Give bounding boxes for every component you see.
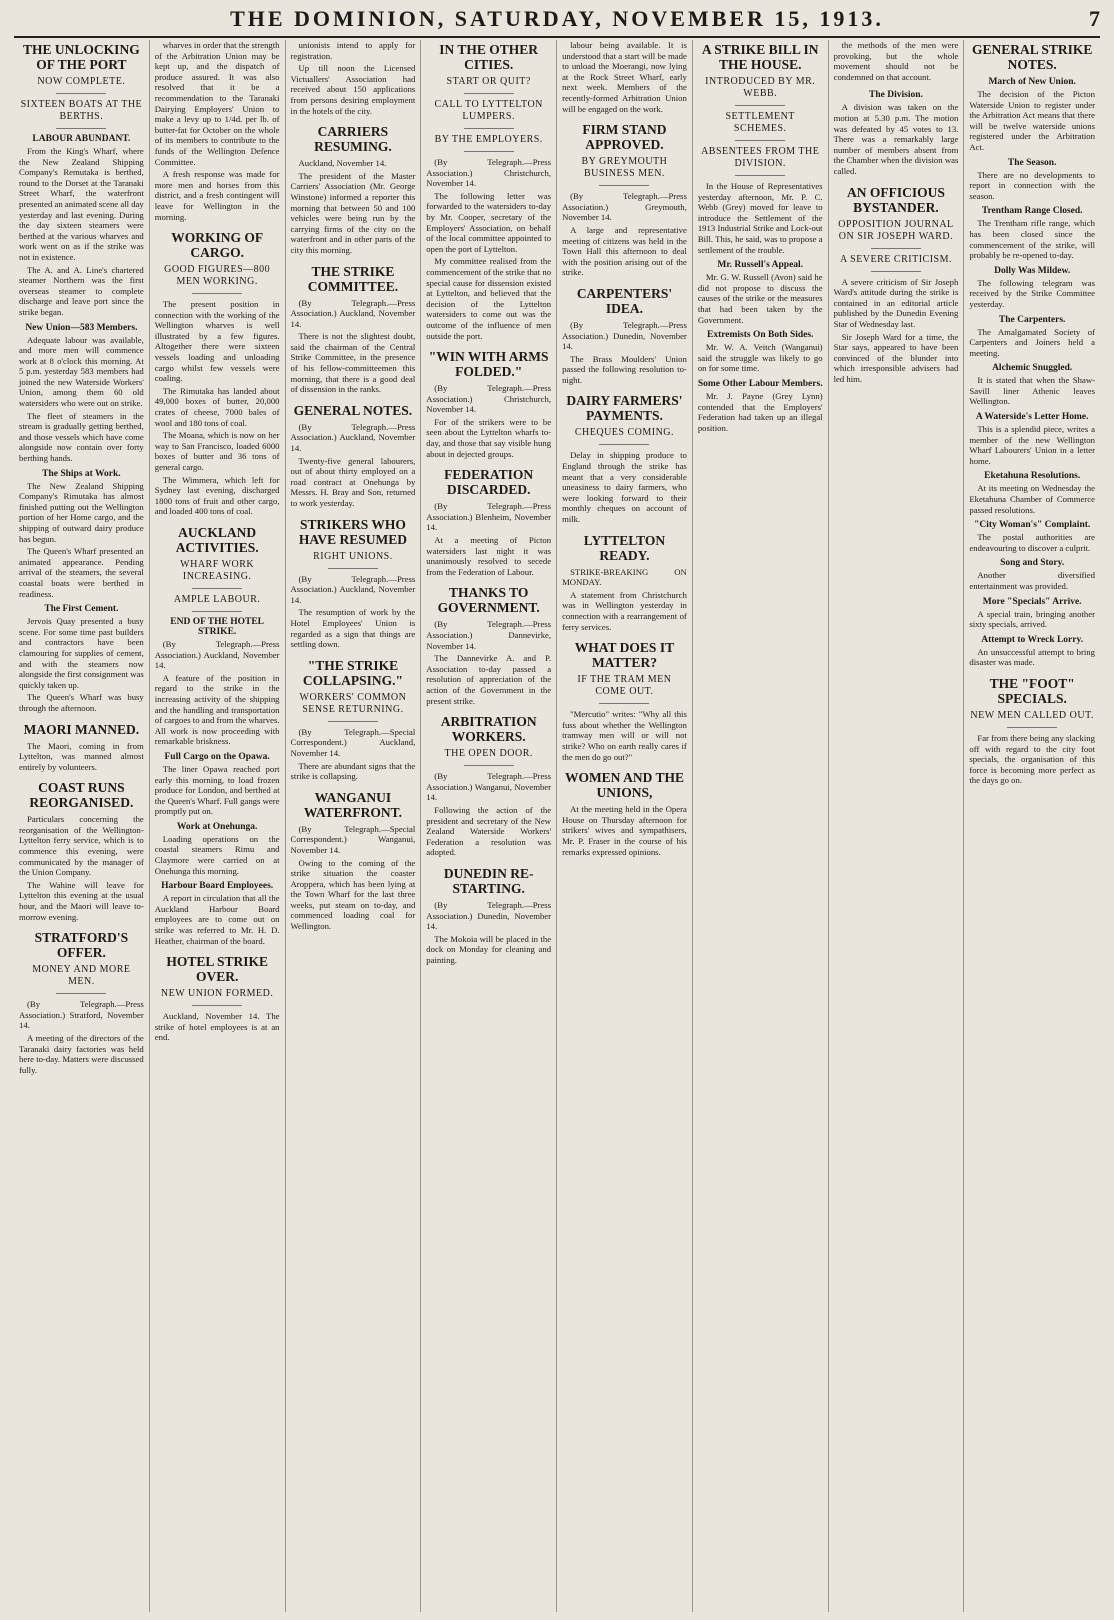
- article-subhead: OPPOSITION JOURNAL ON SIR JOSEPH WARD.: [838, 218, 954, 242]
- article: [291, 790, 416, 932]
- body-paragraph: (By Telegraph.—Press Association.) Christchurch, November 14.: [426, 383, 552, 415]
- body-paragraph: The Wimmera, which left for Sydney last evening, discharged 1800 tons of fruit and other cargo, and loaded 400 tons of coal.: [154, 474, 280, 517]
- article-headline: DUNEDIN RE-STARTING.: [443, 865, 534, 896]
- body-paragraph: (By Telegraph.—Press Association.) Greymouth, November 14.: [562, 191, 687, 223]
- body-paragraph: Auckland, November 14.: [298, 158, 387, 169]
- body-paragraph: Loading operations on the coastal steamers Rimu and Claymore were carried on at Onehunga this morning.: [154, 833, 280, 876]
- body-paragraph: (By Telegraph.—Special Correspondent.) Wanganui, November 14.: [290, 823, 416, 855]
- article-subhead: IF THE TRAM MEN COME OUT.: [577, 674, 672, 698]
- body-paragraph: Sir Joseph Ward for a time, the Star says, appeared to have been convinced of the blunder into which irresponsible advisers had led him.: [833, 331, 959, 384]
- section-subheading: "City Woman's" Complaint.: [974, 520, 1091, 531]
- body-paragraph: The decision of the Picton Waterside Union to register under the Arbitration Act means that there will be twelve waterside unions registered under the Arbitration Act.: [969, 89, 1095, 152]
- section-subheading: Alchemic Snuggled.: [992, 363, 1073, 374]
- article-headline: THANKS TO GOVERNMENT.: [437, 585, 540, 616]
- masthead-title: THE DOMINION, SATURDAY, NOVEMBER 15, 1913.: [230, 6, 884, 31]
- body-paragraph: Jervois Quay presented a busy scene. For some time past builders and contractors have been clamouring for supplies of cement, and with the steamers now alongside the first consignment was quickly taken up.: [19, 616, 144, 690]
- body-paragraph: "Mercutio" writes: "Why all this fuss about whether the Wellington tramway men will or will not strike? Who on earth really cares if the men do go out?": [562, 709, 687, 762]
- column-8: [964, 40, 1100, 1612]
- body-paragraph: A report in circulation that all the Auckland Harbour Board employees are to come out on strike was referred to Mr. H. D. Heather, chairman of the board.: [154, 893, 280, 946]
- article-headline: GENERAL NOTES.: [293, 402, 413, 418]
- body-paragraph: Mr. W. A. Veitch (Wanganui) said the struggle was likely to go on for some time.: [697, 342, 823, 374]
- columns-container: [14, 40, 1100, 1612]
- column-7: [829, 40, 965, 1612]
- body-paragraph: Auckland, November 14. The strike of hotel employees is at an end.: [154, 1011, 280, 1043]
- article-headline: COAST RUNS REORGANISED.: [29, 780, 134, 811]
- article-headline: FIRM STAND APPROVED.: [582, 122, 667, 153]
- divider-rule: [56, 993, 106, 994]
- section-subheading: More "Specials" Arrive.: [982, 596, 1082, 607]
- article-headline: CARRIERS RESUMING.: [314, 124, 392, 155]
- article: [155, 954, 280, 1043]
- body-paragraph: The liner Opawa reached port early this morning, to load frozen produce for London, and berthed at the Queen's Wharf. Full gangs were promptly put on.: [154, 763, 280, 817]
- article-headline: WANGANUI WATERFRONT.: [303, 789, 402, 820]
- body-paragraph: There are no developments to report in connection with the season.: [969, 169, 1095, 201]
- article: [562, 286, 687, 386]
- divider-rule: [192, 1005, 242, 1006]
- section-subheading: LABOUR ABUNDANT.: [32, 134, 131, 144]
- masthead: [14, 4, 1100, 38]
- article: [969, 676, 1095, 786]
- body-paragraph: A severe criticism of Sir Joseph Ward's attitude during the strike is contained in an editorial article published by the Dunedin Evening Star of Wednesday last.: [833, 276, 959, 329]
- article-headline: A STRIKE BILL IN THE HOUSE.: [701, 42, 819, 72]
- section-subheading: The Ships at Work.: [42, 468, 121, 479]
- body-paragraph: The Queen's Wharf was busy through the afternoon.: [19, 692, 144, 713]
- body-paragraph: Particulars concerning the reorganisation of the Wellington-Lyttelton ferry service, which is to commence this evening, were communicated by the manager of the Union Company.: [19, 814, 144, 878]
- article-headline: ARBITRATION WORKERS.: [440, 714, 537, 745]
- divider-rule: [871, 248, 921, 249]
- article: [291, 264, 416, 395]
- body-paragraph: Twenty-five general labourers, out of about thirty employed on a road contract at Onehunga by Messrs. H. Bray and Son, returned to work yesterday.: [290, 455, 416, 508]
- article: [19, 42, 144, 714]
- body-paragraph: A large and representative meeting of citizens was held in the Town Hall this afternoon to deal with the position arising out of the strike.: [562, 224, 687, 278]
- article-subhead: BY GREYMOUTH BUSINESS MEN.: [581, 156, 668, 180]
- article-headline: STRATFORD'S OFFER.: [34, 930, 129, 961]
- body-paragraph: The president of the Master Carriers' Association (Mr. George Winstone) informed a reporter this morning that between 50 and 100 vehicles were being run by the carrying firms of the city on the waterfront and in other parts of the city this morning.: [290, 170, 416, 255]
- body-paragraph: wharves in order that the strength of the Arbitration Union may be kept up, and the dispatch of produce assured. It was also resolved that it be a recommendation to the Taranaki Dairying Employers' Union to make a levy up to 1/4d. per lb. of butter-fat for October on the whole of its members to contribute to the funds of the Wellington Defence Committee.: [154, 40, 280, 167]
- divider-rule: [464, 765, 514, 766]
- section-subheading: Dolly Was Mildew.: [994, 265, 1071, 276]
- body-paragraph: (By Telegraph.—Press Association.) Auckland, November 14.: [154, 638, 280, 671]
- article-subhead: ABSENTEES FROM THE DIVISION.: [701, 146, 820, 169]
- body-paragraph: At the meeting held in the Opera House on Thursday afternoon for strikers' wives and sympathisers, Mr. P. Fraser in the course of his remarks expressed opinions.: [562, 804, 687, 857]
- body-paragraph: The Wahine will leave for Lyttelton this evening at the usual hour, and the Maori will leave to-morrow evening.: [19, 879, 144, 922]
- section-subheading: END OF THE HOTEL STRIKE.: [170, 616, 264, 637]
- article: [834, 40, 959, 82]
- section-subheading: New Union—583 Members.: [25, 322, 138, 333]
- article-headline: THE UNLOCKING OF THE PORT: [23, 42, 140, 72]
- body-paragraph: Mr. J. Payne (Grey Lynn) contended that the Employers' Federation had taken up an illegal position.: [697, 390, 823, 433]
- body-paragraph: A special train, bringing another sixty specials, arrived.: [969, 608, 1095, 630]
- divider-rule: [56, 128, 106, 129]
- divider-rule: [599, 444, 649, 445]
- article-subhead: NOW COMPLETE.: [37, 76, 126, 87]
- article: [834, 185, 959, 385]
- article-subhead: A SEVERE CRITICISM.: [839, 253, 952, 265]
- divider-rule: [328, 721, 378, 722]
- section-subheading: The Carpenters.: [998, 314, 1066, 325]
- body-paragraph: Up till noon the Licensed Victuallers' Association had received about 150 applications from persons desiring employment in the hotels of the city.: [290, 63, 416, 116]
- divider-rule: [192, 611, 242, 612]
- column-1: [14, 40, 150, 1612]
- article: [19, 930, 144, 1075]
- section-subheading: A Waterside's Letter Home.: [975, 412, 1089, 423]
- article-headline: FEDERATION DISCARDED.: [444, 467, 534, 498]
- divider-rule: [599, 703, 649, 704]
- article: [291, 658, 416, 782]
- body-paragraph: Mr. G. W. Russell (Avon) said he did not propose to discuss the causes of the strike or the measures that had been taken by the Government.: [697, 272, 823, 325]
- divider-rule: [328, 568, 378, 569]
- body-paragraph: (By Telegraph.—Press Association.) Wanganui, November 14.: [426, 771, 552, 803]
- article: [291, 403, 416, 509]
- divider-rule: [464, 93, 514, 94]
- page-number: 7: [1089, 6, 1100, 31]
- body-paragraph: Far from there being any slacking off with regard to the city foot specials, the organisation of this force is becoming more perfect as the days go on.: [969, 732, 1095, 786]
- article-subhead: THE OPEN DOOR.: [444, 748, 533, 760]
- divider-rule: [871, 271, 921, 272]
- body-paragraph: (By Telegraph.—Press Association.) Stratford, November 14.: [19, 999, 144, 1031]
- section-subheading: Eketahuna Resolutions.: [984, 471, 1081, 482]
- body-paragraph: The A. and A. Line's chartered steamer Northern was the first overseas steamer to complete discharge and leave port since the strike began.: [19, 264, 144, 317]
- article-headline: AUCKLAND ACTIVITIES.: [175, 524, 259, 555]
- section-subheading: Full Cargo on the Opawa.: [164, 751, 270, 762]
- article-headline: DAIRY FARMERS' PAYMENTS.: [566, 393, 683, 424]
- article-subhead: WHARF WORK INCREASING.: [180, 558, 255, 582]
- divider-rule: [735, 140, 785, 141]
- article: [562, 770, 687, 857]
- body-paragraph: From the King's Wharf, where the New Zealand Shipping Company's Remutaka is berthed, round to the Dorset at the Taranaki Street Wharf, the waterfront presented an animated scene all day yesterday and last evening. During the day sixteen steamers were berthed at the various wharves and work went on as if the strike was not in existence.: [19, 146, 144, 262]
- article-headline: WOMEN AND THE UNIONS,: [564, 770, 684, 801]
- body-paragraph: There are abundant signs that the strike is collapsing.: [290, 760, 416, 782]
- body-paragraph: An unsuccessful attempt to bring disaster was made.: [969, 646, 1095, 668]
- article-headline: CARPENTERS' IDEA.: [576, 285, 673, 316]
- article: [426, 349, 551, 459]
- article-headline: "WIN WITH ARMS FOLDED.": [428, 349, 549, 380]
- body-paragraph: The Brass Moulders' Union passed the following resolution to-night.: [562, 353, 687, 385]
- body-paragraph: A feature of the position in regard to the strike in the increasing activity of the shipping and the handling and transportation of cargoes to and from the wharves. All work is now proceeding with remarkable briskness.: [154, 672, 280, 747]
- body-paragraph: The Queen's Wharf presented an animated appearance. Pending arrival of the steamers, the several coastal boats were berthed in readiness.: [19, 546, 144, 599]
- article: [426, 866, 551, 966]
- body-paragraph: (By Telegraph.—Press Association.) Dunedin, November 14.: [562, 319, 687, 352]
- article-subhead: CALL TO LYTTELTON LUMPERS.: [434, 99, 543, 122]
- body-paragraph: The resumption of work by the Hotel Employees' Union is regarded as a sign that things are settling down.: [290, 607, 416, 650]
- section-subheading: Attempt to Wreck Lorry.: [981, 634, 1084, 645]
- divider-rule: [464, 128, 514, 129]
- article-subhead: MONEY AND MORE MEN.: [32, 964, 131, 988]
- body-paragraph: At a meeting of Picton watersiders last night it was unanimously resolved to secede from the Federation of Labour.: [426, 535, 552, 577]
- article: [562, 393, 687, 524]
- body-paragraph: Delay in shipping produce to England through the strike has meant that a very considerable uneasiness to dairy farmers, who were looking forward to their monthly cheques on account of milk.: [562, 450, 687, 525]
- body-paragraph: A meeting of the directors of the Taranaki dairy factories was held here to-day. Matters were discussed fully.: [19, 1033, 144, 1075]
- divider-rule: [1007, 727, 1057, 728]
- body-paragraph: A statement from Christchurch was in Wellington yesterday in connection with a rearrangement of ferry services.: [562, 589, 687, 632]
- column-3: [286, 40, 422, 1612]
- body-paragraph: The fleet of steamers in the stream is gradually getting berthed, and those vessels which have come alongside now contain over forty berthing hands.: [19, 410, 144, 464]
- article: [426, 467, 551, 577]
- body-paragraph: (By Telegraph.—Press Association.) Christchurch, November 14.: [426, 157, 552, 189]
- body-paragraph: labour being available. It is understood that a start will be made to unload the Moerangi, now lying at the Rock Street Wharf, early next week. Members of the recently-formed Arbitration Union will be engaged on the work.: [562, 40, 687, 114]
- article-headline: STRIKERS WHO HAVE RESUMED: [298, 516, 407, 547]
- article-subhead: BY THE EMPLOYERS.: [434, 134, 543, 145]
- article: [291, 40, 416, 116]
- article-headline: THE STRIKE COMMITTEE.: [307, 263, 399, 294]
- body-paragraph: The Maori, coming in from Lyttelton, was manned almost entirely by volunteers.: [19, 740, 144, 772]
- divider-rule: [735, 175, 785, 176]
- article: [562, 122, 687, 278]
- body-paragraph: There is not the slightest doubt, said the chairman of the Central Strike Committee, in the presence of his fellow-committeemen this morning, that there is a good deal of dissension in the ranks.: [290, 331, 416, 395]
- body-paragraph: The Amalgamated Society of Carpenters and Joiners held a meeting.: [969, 326, 1095, 358]
- body-paragraph: STRIKE-BREAKING ON MONDAY.: [562, 566, 687, 588]
- body-paragraph: The following telegram was received by the Strike Committee yesterday.: [969, 277, 1095, 309]
- body-paragraph: Adequate labour was available, and more men will commence work at 8 o'clock this morning. At 5 p.m. yesterday 583 members had joined the new Waterside Workers' Union, among them 60 old watersiders who were out on strike.: [19, 334, 144, 409]
- body-paragraph: A division was taken on the motion at 5.30 p.m. The motion was defeated by 45 votes to 13. There was a remarkably large number of members absent from the Chamber when the division was called.: [833, 102, 959, 176]
- body-paragraph: The Moana, which is now on her way to San Francisco, loaded 6000 boxes of butter and 36 tons of general cargo.: [154, 430, 280, 472]
- section-subheading: Some Other Labour Members.: [697, 378, 823, 389]
- article-subhead: SIXTEEN BOATS AT THE BERTHS.: [20, 99, 143, 122]
- article-subhead: GOOD FIGURES—800 MEN WORKING.: [164, 264, 271, 288]
- body-paragraph: (By Telegraph.—Press Association.) Auckland, November 14.: [290, 297, 416, 329]
- article-headline: WORKING OF CARGO.: [171, 230, 264, 261]
- body-paragraph: The Dannevirke A. and P. Association to-day passed a resolution of appreciation of the action of the Government in the present strike.: [426, 653, 552, 706]
- article-subhead: AMPLE LABOUR.: [173, 593, 261, 605]
- body-paragraph: (By Telegraph.—Press Association.) Dannevirke, November 14.: [426, 619, 552, 651]
- article: [426, 585, 551, 706]
- article: [155, 40, 280, 222]
- column-6: [693, 40, 829, 1612]
- section-subheading: Song and Story.: [1000, 558, 1065, 569]
- article: [698, 42, 823, 433]
- body-paragraph: The New Zealand Shipping Company's Rimutaka has almost finished putting out the Wellington portion of her Home cargo, and the shipping of outward dairy produce has begun.: [19, 480, 144, 544]
- article-subhead: WORKERS' COMMON SENSE RETURNING.: [299, 691, 407, 715]
- body-paragraph: unionists intend to apply for registration.: [290, 40, 416, 61]
- body-paragraph: My committee realised from the commencement of the strike that no special cause for dissension existed at Lyttelton, and believed that the decision of the Lyttelton watersiders to come out was the outcome of the influence of men outside the port.: [426, 256, 552, 341]
- body-paragraph: (By Telegraph.—Special Correspondent.) Auckland, November 14.: [290, 726, 416, 758]
- divider-rule: [192, 293, 242, 294]
- article: [291, 124, 416, 255]
- section-subheading: March of New Union.: [988, 77, 1076, 87]
- article-headline: AN OFFICIOUS BYSTANDER.: [847, 184, 945, 215]
- article: [969, 42, 1095, 668]
- article: [562, 40, 687, 114]
- body-paragraph: The Rimutaka has landed about 49,000 boxes of butter, 20,000 crates of cheese, 7000 bales of wool and 180 tons of coal.: [154, 385, 280, 428]
- section-subheading: Trentham Range Closed.: [981, 206, 1083, 217]
- body-paragraph: (By Telegraph.—Press Association.) Blenheim, November 14.: [426, 501, 552, 533]
- body-paragraph: A fresh response was made for more men and horses from this district, and a fresh contingent will leave for Wellington in the morning.: [154, 169, 280, 222]
- article: [19, 780, 144, 922]
- article-headline: LYTTELTON READY.: [583, 532, 666, 563]
- section-subheading: Work at Onehunga.: [176, 821, 258, 832]
- article: [426, 42, 551, 341]
- divider-rule: [464, 151, 514, 152]
- article-headline: THE "FOOT" SPECIALS.: [989, 675, 1075, 706]
- article-subhead: RIGHT UNIONS.: [313, 550, 393, 562]
- article-headline: WHAT DOES IT MATTER?: [574, 640, 675, 671]
- article-subhead: START OR QUIT?: [446, 76, 531, 87]
- article-subhead: INTRODUCED BY MR. WEBB.: [705, 76, 816, 99]
- body-paragraph: Owing to the coming of the strike situation the coaster Aroppera, which has been lying at the Town Wharf for the last three weeks, put steam on to-day, and commenced loading coal for Wellington.: [290, 857, 416, 932]
- section-subheading: Mr. Russell's Appeal.: [717, 260, 804, 271]
- article: [562, 533, 687, 633]
- section-subheading: The Division.: [869, 90, 923, 101]
- body-paragraph: Following the action of the president and secretary of the New Zealand Waterside Workers' Federation a resolution was adopted.: [426, 804, 552, 858]
- body-paragraph: For of the strikers were to be seen about the Lyttelton wharfs to-day, and those that say visible hung about in dejected groups.: [426, 416, 552, 459]
- body-paragraph: The Mokoia will be placed in the dock on Monday for cleaning and painting.: [426, 933, 552, 965]
- body-paragraph: The present position in connection with the working of the Wellington wharves is well illustrated by a few figures. Altogether there were sixteen vessels loading and unloading cargo whilst few vessels were coaling.: [154, 299, 280, 384]
- body-paragraph: (By Telegraph.—Press Association.) Auckland, November 14.: [290, 573, 416, 605]
- column-5: [557, 40, 693, 1612]
- body-paragraph: This is a splendid piece, writes a member of the new Wellington Wharf Labourers' Union in a letter home.: [969, 424, 1095, 466]
- article: [155, 230, 280, 517]
- article-headline: IN THE OTHER CITIES.: [439, 42, 539, 72]
- body-paragraph: It is stated that when the Shaw-Savill liner Athenic leaves Wellington.: [969, 375, 1095, 407]
- section-subheading: Harbour Board Employees.: [161, 881, 274, 892]
- body-paragraph: The postal authorities are endeavouring to discover a culprit.: [969, 532, 1095, 553]
- body-paragraph: Another diversified entertainment was provided.: [969, 570, 1095, 591]
- body-paragraph: In the House of Representatives yesterday afternoon, Mr. P. C. Webb (Grey) moved for leave to introduce the Settlement of the 1913 Industrial Strike and Lock-out Bill. This, he said, was to propose a settlement of the trouble.: [697, 181, 823, 255]
- divider-rule: [192, 588, 242, 589]
- article: [155, 525, 280, 946]
- body-paragraph: the methods of the men were provoking, but the whole movement should not be condemned on that account.: [833, 40, 959, 82]
- article: [834, 90, 959, 176]
- body-paragraph: (By Telegraph.—Press Association.) Auckland, November 14.: [290, 421, 416, 454]
- article: [562, 640, 687, 762]
- column-2: [150, 40, 286, 1612]
- article: [291, 517, 416, 650]
- article-headline: MAORI MANNED.: [23, 721, 140, 737]
- body-paragraph: At its meeting on Wednesday the Eketahuna Chamber of Commerce passed resolutions.: [969, 483, 1095, 515]
- article-subhead: NEW UNION FORMED.: [160, 988, 274, 1000]
- column-4: [421, 40, 557, 1612]
- article-headline: HOTEL STRIKE OVER.: [166, 954, 268, 985]
- article: [19, 722, 144, 773]
- article-subhead: NEW MEN CALLED OUT.: [970, 709, 1094, 721]
- divider-rule: [56, 93, 106, 94]
- section-subheading: The First Cement.: [44, 604, 119, 615]
- divider-rule: [599, 185, 649, 186]
- article-headline: GENERAL STRIKE NOTES.: [971, 42, 1093, 72]
- section-subheading: Extremists On Both Sides.: [706, 330, 814, 341]
- article: [426, 714, 551, 858]
- article-subhead: SETTLEMENT SCHEMES.: [725, 111, 795, 134]
- article-headline: "THE STRIKE COLLAPSING.": [302, 657, 403, 688]
- body-paragraph: The Trentham rifle range, which has been closed since the commencement of the strike, will probably be re-opened to-day.: [969, 218, 1095, 261]
- article-subhead: CHEQUES COMING.: [574, 427, 675, 439]
- divider-rule: [735, 105, 785, 106]
- body-paragraph: (By Telegraph.—Press Association.) Dunedin, November 14.: [426, 899, 552, 932]
- body-paragraph: The following letter was forwarded to the watersiders to-day by Mr. Cooper, secretary of the Employers' Association, on behalf of the local committee appointed to open the port of Lyttelton.: [426, 190, 552, 254]
- section-subheading: The Season.: [1007, 157, 1057, 168]
